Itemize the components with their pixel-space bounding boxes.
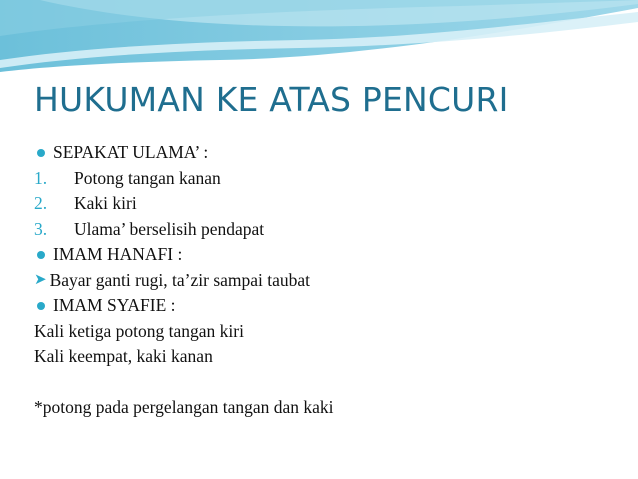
footnote-line: *potong pada pergelangan tangan dan kaki [34,397,334,417]
bullet-text: IMAM HANAFI : [53,244,183,264]
arrow-item-hanafi [34,268,624,294]
header-wave-decoration [0,0,638,80]
item-text: Kaki kiri [74,193,137,213]
bullet-sepakat-ulama [34,140,624,166]
spacer [34,370,624,396]
bullet-imam-syafie [34,293,624,319]
item-text: Potong tangan kanan [74,167,221,188]
bullet-dot-icon [37,251,45,259]
bullet-dot-icon [37,302,45,310]
item-text: Ulama’ berselisih pendapat [74,218,265,239]
slide-body [34,140,624,421]
bullet-text: SEPAKAT ULAMA’ : [53,142,209,162]
numbered-item-1 [34,166,624,192]
arrow-bullet-icon: ➤ [34,271,47,288]
item-number: 1. [34,167,48,188]
bullet-imam-hanafi [34,242,624,268]
item-text: Bayar ganti rugi, ta’zir sampai taubat [49,269,311,290]
item-number: 2. [34,193,48,213]
item-number: 3. [34,218,48,239]
slide-title: HUKUMAN KE ATAS PENCURI [34,80,509,119]
text-line: Kali keempat, kaki kanan [34,346,213,366]
bullet-text: IMAM SYAFIE : [53,295,176,315]
bullet-dot-icon [37,149,45,157]
text-line: Kali ketiga potong tangan kiri [34,320,244,341]
numbered-item-2 [34,191,624,217]
numbered-item-3 [34,217,624,243]
